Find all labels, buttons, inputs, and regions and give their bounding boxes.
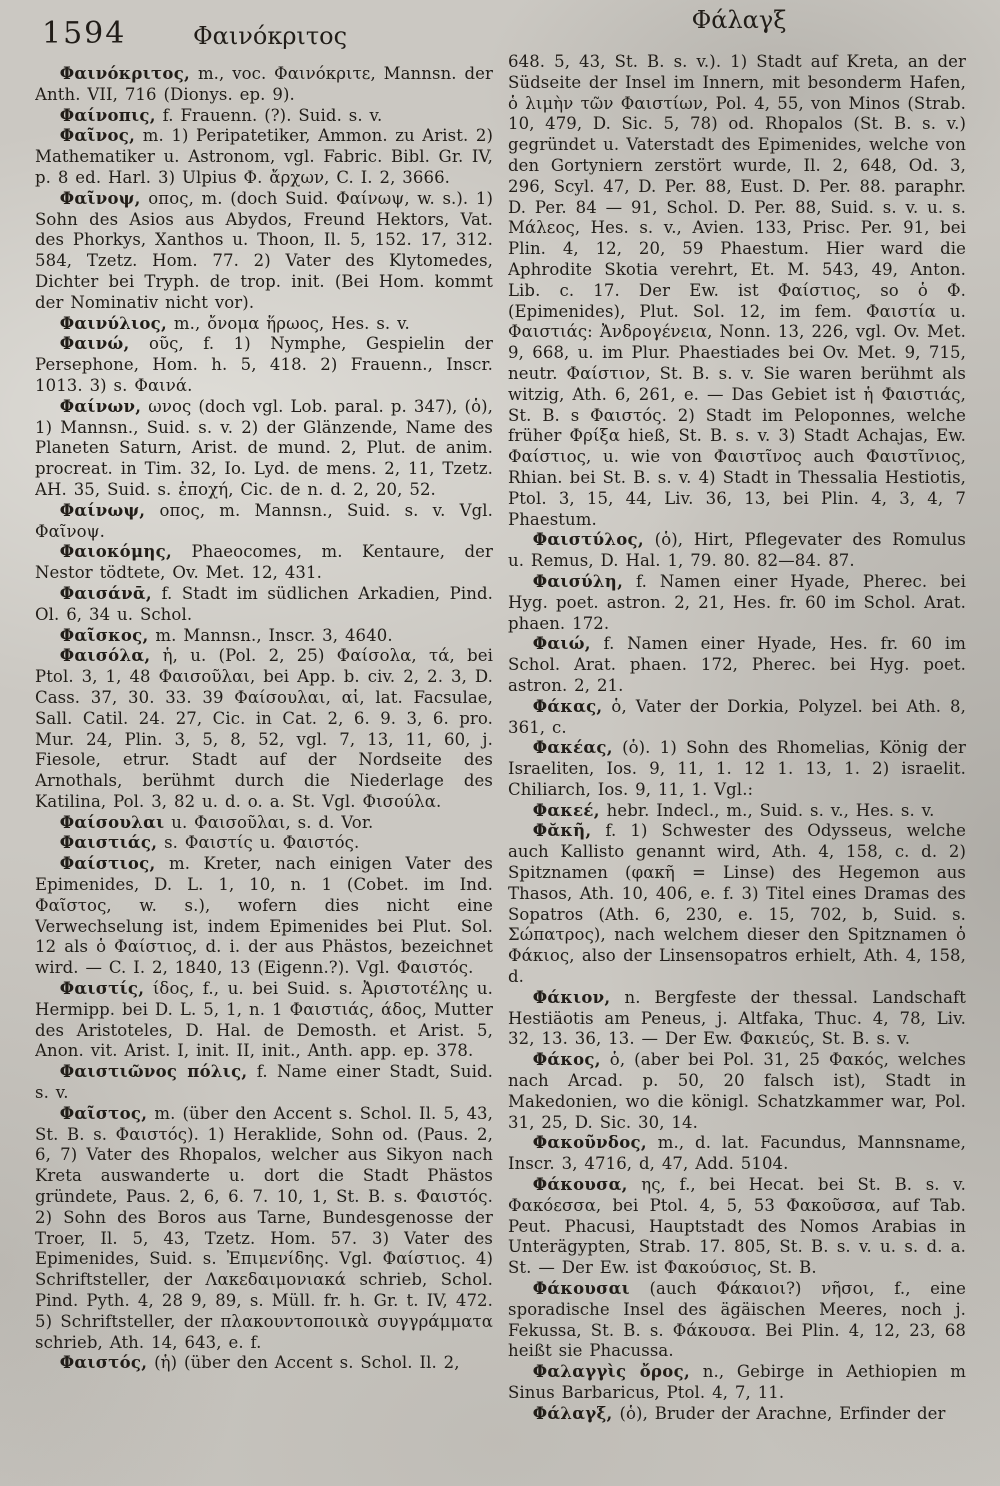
dictionary-entry: Φαῖστος, m. (über den Accent s. Schol. Il. 5, 43, St. B. s. Φαιστός). 1) Heraklide, Sohn od. (Paus. 2, 6, 7) Vater des Rhopalos, welcher aus Sikyon nach Kreta auswanderte u. dort die Stadt Phästos gründete, Paus. 2, 6, 6. 7. 10, 1, St. B. s. Φαιστός. 2) Sohn des Boros aus Tarne, Bundesgenosse der Troer, Il. 5, 43, Tzetz. Hom. 57. 3) Vater des Epimenides, Suid. s. Ἐπιμενίδης. Vgl. Φαίστιος. 4) Schriftsteller, der Λακεδαιμονιακά schrieb, Schol. Pind. Pyth. 4, 28 9, 89, s. Müll. fr. h. Gr. t. IV, 472. 5) Schriftsteller, der πλακουντοποιικὰ συγγράμματα schrieb, Ath. 14, 643, e. f.: [35, 1103, 493, 1352]
dictionary-entry: Φαῖνοψ, οπος, m. (doch Suid. Φαίνωψ, w. s.). 1) Sohn des Asios aus Abydos, Freund Hektors, Vat. des Phorkys, Xanthos u. Thoon, Il. 5, 152. 17, 312. 584, Tzetz. Hom. 77. 2) Vater des Klytomedes, Dichter bei Tryph. de trop. init. (Bei Hom. kommt der Nominativ nicht vor).: [35, 188, 493, 312]
dictionary-entry: Φαιώ, f. Namen einer Hyade, Hes. fr. 60 im Schol. Arat. phaen. 172, Pherec. bei Hyg. poet. astron. 2, 21.: [508, 634, 966, 695]
entry-headword: Φαίνοπις,: [59, 105, 156, 125]
dictionary-entry: Φαισόλα, ἡ, u. (Pol. 2, 25) Φαίσολα, τά, bei Ptol. 3, 1, 48 Φαισοῦλαι, bei App. b. civ. 2, 2. 3, D. Cass. 37, 30. 33. 39 Φαίσουλαι, αἱ, lat. Facsulae, Sall. Catil. 24. 27, Cic. in Cat. 2, 6. 9. 3, 6. pro. Mur. 24, Plin. 3, 5, 8, 52, vgl. 7, 13, 11, 60, j. Fiesole, etrur. Stadt auf der Nordseite des Arnothals, berühmt durch die Niederlage des Katilina, Pol. 3, 82 u. d. o. a. St. Vgl. Φισούλα.: [35, 646, 493, 811]
running-head-right: Φάλαγξ: [691, 6, 787, 34]
dictionary-entry: Φαιστιάς, s. Φαιστίς u. Φαιστός.: [59, 833, 360, 853]
dictionary-entry: Φάκιον, n. Bergfeste der thessal. Landschaft Hestiäotis am Peneus, j. Altfaka, Thuc. 4, 78, Liv. 32, 13. 36, 13. — Der Ew. Φακιεύς, St. B. s. v.: [508, 987, 966, 1049]
entry-headword: Φάκιον,: [532, 987, 611, 1007]
dictionary-entry: Φαισάνᾱ, f. Stadt im südlichen Arkadien, Pind. Ol. 6, 34 u. Schol.: [35, 583, 493, 624]
dictionary-entry: Φάκουσαι (auch Φάκαιοι?) νῆσοι, f., eine sporadische Insel des ägäischen Meeres, noch j. Fekussa, St. B. s. Φάκουσα. Bei Plin. 4, 12, 23, 68 heißt sie Phacussa.: [508, 1279, 966, 1361]
entry-headword: Φαιώ,: [532, 634, 591, 654]
entry-headword: Φακοῦνδος,: [532, 1133, 647, 1153]
entry-headword: Φάκουσαι: [532, 1279, 630, 1299]
running-head-left: Φαινόκριτος: [192, 22, 348, 50]
dictionary-entry: Φαισύλη, f. Namen einer Hyade, Pherec. bei Hyg. poet. astron. 2, 21, Hes. fr. 60 im Schol. Arat. phaen. 172.: [508, 571, 966, 633]
entry-headword: Φαισύλη,: [532, 571, 624, 591]
entry-headword: Φαιστύλος,: [532, 530, 644, 550]
dictionary-entry: Φαινώ, οῦς, f. 1) Nymphe, Gespielin der Persephone, Hom. h. 5, 418. 2) Frauenn., Inscr. 1013. 3) s. Φαινά.: [35, 334, 493, 395]
dictionary-entry: Φαίνων, ωνος (doch vgl. Lob. paral. p. 347), (ὁ), 1) Mannsn., Suid. s. v. 2) der Glänzende, Name des Planeten Saturn, Arist. de mund. 2, Plut. de anim. procreat. in Tim. 32, Io. Lyd. de mens. 2, 11, Tzetz. AH. 35, Suid. s. ἐποχή, Cic. de n. d. 2, 20, 52.: [35, 396, 493, 499]
dictionary-entry: Φαιστιῶνος πόλις, f. Name einer Stadt, Suid. s. v.: [35, 1062, 493, 1103]
entry-headword: Φαῖνος,: [59, 126, 136, 146]
entry-headword: Φαιστίς,: [59, 979, 145, 999]
dictionary-entry: Φαιστύλος, (ὁ), Hirt, Pflegevater des Romulus u. Remus, D. Hal. 1, 79. 80. 82—84. 87.: [508, 530, 966, 571]
dictionary-entry: Φαλαγγὶς ὄρος, n., Gebirge in Aethiopien m Sinus Barbaricus, Ptol. 4, 7, 11.: [508, 1362, 966, 1402]
dictionary-entry: Φαινόκριτος, m., voc. Φαινόκριτε, Mannsn. der Anth. VII, 716 (Dionys. ep. 9).: [35, 64, 493, 104]
dictionary-entry: Φαιστός, (ἡ) (über den Accent s. Schol. Il. 2,: [59, 1353, 460, 1373]
entry-headword: Φάκουσα,: [532, 1175, 628, 1195]
entry-headword: Φαίνων,: [59, 396, 142, 416]
entry-headword: Φαιστός,: [59, 1353, 148, 1373]
dictionary-entry: Φακοῦνδος, m., d. lat. Facundus, Mannsname, Inscr. 3, 4716, d, 47, Add. 5104.: [508, 1133, 966, 1174]
column-left: [35, 64, 493, 1474]
entry-headword: Φαινώ,: [59, 334, 130, 354]
dictionary-entry: Φάκος, ὁ, (aber bei Pol. 31, 25 Φακός, welches nach Arcad. p. 50, 20 falsch ist), Stadt in Makedonien, wo die königl. Schatzkammer war, Pol. 31, 25, D. Sic. 30, 14.: [508, 1050, 966, 1132]
dictionary-entry: Φαῖνος, m. 1) Peripatetiker, Ammon. zu Arist. 2) Mathematiker u. Astronom, vgl. Fabric. Bibl. Gr. IV, p. 8 ed. Harl. 3) Ulpius Φ. ἄρχων, C. I. 2, 3666.: [35, 126, 493, 187]
entry-headword: Φαίνωψ,: [59, 500, 146, 520]
dictionary-entry: Φαίστιος, m. Kreter, nach einigen Vater des Epimenides, D. L. 1, 10, n. 1 (Cobet. im Ind. Φαῖστος, w. s.), wofern dies nicht eine Verwechselung ist, indem Epimenides bei Plut. Sol. 12 als ὁ Φαίστιος, d. i. der aus Phästos, bezeichnet wird. — C. I. 2, 1840, 13 (Eigenn.?). Vgl. Φαιστός.: [35, 854, 493, 978]
entry-continuation: 648. 5, 43, St. B. s. v.). 1) Stadt auf Kreta, an der Südseite der Insel im Innern, mit besonderm Hafen, ὁ λιμὴν τῶν Φαιστίων, Pol. 4, 55, von Minos (Strab. 10, 479, D. Sic. 5, 78) od. Rhopalos (St. B. s. v.) gegründet u. Vaterstadt des Epimenides, welche von den Gortyniern zerstört wurde, Il. 2, 648, Od. 3, 296, Scyl. 47, D. Per. 88, Eust. D. Per. 88. paraphr. D. Per. 84 — 91, Schol. D. Per. 88, Suid. s. v. u. s. Μάλεος, Hes. s. v., Avien. 133, Prisc. Per. 91, bei Plin. 4, 12, 20, 59 Phaestum. Hier ward die Aphrodite Skotia verehrt, Et. M. 543, 49, Anton. Lib. c. 17. Der Ew. ist Φαίστιος, so ὁ Φ. (Epimenides), Plut. Sol. 12, im fem. Φαιστία u. Φαιστιάς: Ἀνδρογένεια, Nonn. 13, 226, vgl. Ov. Met. 9, 668, u. im Plur. Phaestiades bei Ov. Met. 9, 715, neutr. Φαίστιον, St. B. s. v. Sie waren berühmt als witzig, Ath. 6, 261, e. — Das Gebiet ist ἡ Φαιστιάς, St. B. s Φαιστός. 2) Stadt im Peloponnes, welche früher Φρίξα hieß, St. B. s. v. 3) Stadt Achajas, Ew. Φαίστιος, u. wie von Φαιστῖνος auch Φαιστῖνιος, Rhian. bei St. B. s. v. 4) Stadt in Thessalia Hestiotis, Ptol. 3, 15, 44, Liv. 36, 13, bei Plin. 4, 3, 4, 7 Phaestum.: [508, 52, 966, 529]
dictionary-entry: Φάκας, ὁ, Vater der Dorkia, Polyzel. bei Ath. 8, 361, c.: [508, 696, 966, 737]
dictionary-entry: Φαινύλιος, m., ὄνομα ἥρωος, Hes. s. v.: [59, 313, 410, 333]
entry-headword: Φακεέ,: [532, 800, 600, 820]
dictionary-entry: Φακεέ, hebr. Indecl., m., Suid. s. v., Hes. s. v.: [532, 800, 935, 820]
dictionary-entry: Φᾰκῆ, f. 1) Schwester des Odysseus, welche auch Kallisto genannt wird, Ath. 4, 158, c. d. 2) Spitznamen (φακῆ = Linse) des Hegemon aus Thasos, Ath. 10, 406, e. f. 3) Titel eines Dramas des Sopatros (Ath. 6, 230, e. 15, 702, b, Suid. s. Σώπατρος), nach welchem dieser den Spitznamen ὁ Φάκιος, also der Linsensopatros erhielt, Ath. 4, 158, d.: [508, 821, 966, 987]
entry-headword: Φαιοκόμης,: [59, 542, 173, 562]
entry-headword: Φακέας,: [532, 738, 613, 758]
entry-headword: Φαιστιῶνος πόλις,: [59, 1062, 248, 1082]
entry-headword: Φαισόλα,: [59, 646, 151, 666]
entry-headword: Φαλαγγὶς ὄρος,: [532, 1362, 691, 1382]
entry-headword: Φαῖσκος,: [59, 625, 149, 645]
entry-headword: Φαινύλιος,: [59, 313, 168, 333]
entry-headword: Φαίστιος,: [59, 854, 156, 874]
dictionary-entry: Φάκουσα, ης, f., bei Hecat. bei St. B. s. v. Φακόεσσα, bei Ptol. 4, 5, 53 Φακοῦσσα, auf Tab. Peut. Phacusi, Hauptstadt des Nomos Arabias in Unterägypten, Strab. 17. 805, St. B. s. v. u. s. d. a. St. — Der Ew. ist Φακούσιος, St. B.: [508, 1175, 966, 1278]
dictionary-entry: Φάλαγξ, (ὁ), Bruder der Arachne, Erfinder der: [532, 1403, 946, 1423]
entry-headword: Φάκας,: [532, 696, 603, 716]
entry-headword: Φαινόκριτος,: [59, 64, 191, 83]
entry-headword: Φαίσουλαι: [59, 812, 165, 832]
entry-headword: Φᾰκῆ,: [532, 821, 592, 841]
entry-headword: Φάλαγξ,: [532, 1403, 613, 1423]
entry-headword: Φαιστιάς,: [59, 833, 158, 853]
dictionary-entry: Φαίνοπις, f. Frauenn. (?). Suid. s. v.: [59, 105, 383, 125]
dictionary-entry: Φαίνωψ, οπος, m. Mannsn., Suid. s. v. Vgl. Φαῖνοψ.: [35, 500, 493, 541]
column-right: [508, 52, 966, 1480]
dictionary-entry: Φαιστίς, ίδος, f., u. bei Suid. s. Ἀριστοτέλης u. Hermipp. bei D. L. 5, 1, n. 1 Φαιστιάς, άδος, Mutter des Aristoteles, D. Hal. de Demosth. et Arist. 5, Anon. vit. Arist. I, init. II, init., Anth. app. ep. 378.: [35, 979, 493, 1061]
dictionary-entry: Φαιοκόμης, Phaeocomes, m. Kentaure, der Nestor tödtete, Ov. Met. 12, 431.: [35, 542, 493, 583]
entry-headword: Φαῖνοψ,: [59, 188, 141, 208]
page-number: 1594: [42, 16, 127, 51]
dictionary-entry: Φαῖσκος, m. Mannsn., Inscr. 3, 4640.: [59, 625, 393, 645]
entry-headword: Φαισάνᾱ,: [59, 583, 152, 603]
entry-headword: Φάκος,: [532, 1050, 601, 1070]
entry-headword: Φαῖστος,: [59, 1103, 148, 1123]
dictionary-entry: Φακέας, (ὁ). 1) Sohn des Rhomelias, König der Israeliten, Ios. 9, 11, 1. 12 1. 13, 1. 2) israelit. Chiliarch, Ios. 9, 11, 1. Vgl.:: [508, 738, 966, 799]
dictionary-entry: Φαίσουλαι u. Φαισοῦλαι, s. d. Vor.: [59, 812, 374, 832]
